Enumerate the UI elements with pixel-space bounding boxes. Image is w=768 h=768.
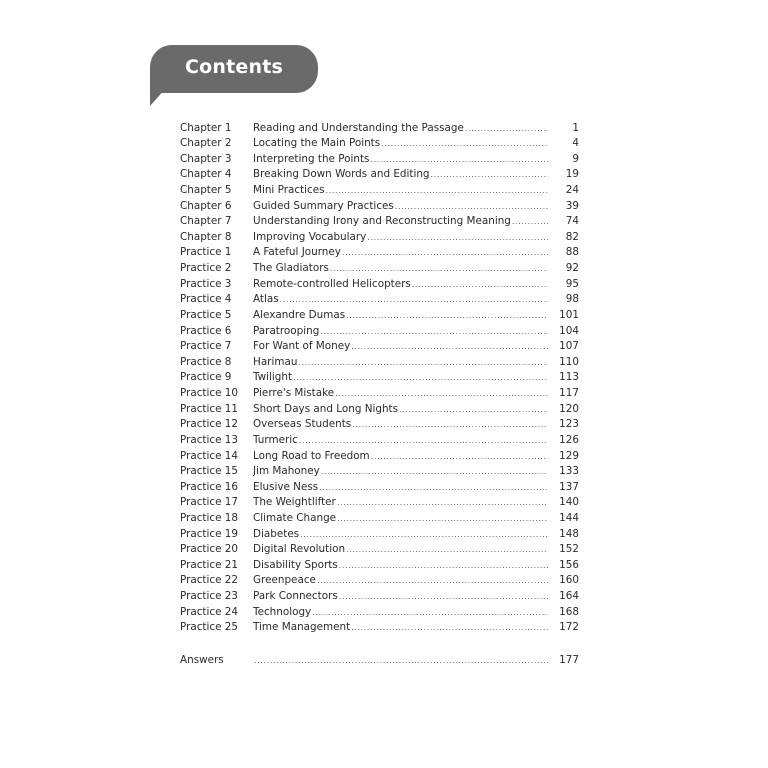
toc-row [0,495,768,511]
toc-label: Chapter 6 [180,199,232,212]
toc-title: Long Road to Freedom [253,449,370,462]
toc-row [0,433,768,449]
dot-leader [411,277,548,292]
toc-title: Paratrooping [253,324,320,337]
toc-label: Practice 11 [180,402,239,415]
dot-leader [318,480,548,495]
toc-row [0,480,768,496]
toc-title: Pierre's Mistake [253,387,335,400]
toc-label: Answers [180,653,224,666]
toc-entry [253,449,548,464]
toc-label: Practice 20 [180,543,239,556]
toc-entry [253,417,548,432]
toc-title: Overseas Students [253,418,352,431]
toc-label: Practice 16 [180,480,239,493]
toc-title: Short Days and Long Nights [253,402,399,415]
toc-label: Practice 1 [180,246,232,259]
dot-leader [345,308,548,323]
toc-title: Guided Summary Practices [253,199,394,212]
toc-page-number: 120 [559,402,579,415]
toc-entry [253,292,548,307]
dot-leader [380,136,548,151]
toc-page-number: 144 [559,512,579,524]
toc-entry [253,573,548,588]
toc-entry [253,121,548,136]
toc-label: Chapter 7 [180,215,232,228]
toc-title: Turmeric [253,433,298,446]
dot-leader [334,386,548,401]
toc-entry [253,167,548,182]
toc-title: Park Connectors [253,590,338,603]
toc-page-number: 74 [565,215,579,228]
toc-page-number: 129 [559,449,579,462]
toc-label: Practice 14 [180,449,239,462]
toc-page-number: 113 [559,371,579,384]
toc-row [0,214,768,230]
dot-leader [279,292,548,307]
toc-row [0,292,768,308]
toc-title: Time Management [253,621,351,634]
toc-label: Practice 4 [180,293,232,306]
page-title: Contents [184,56,283,78]
dot-leader [398,402,548,417]
toc-entry [253,527,548,542]
dot-leader [430,167,548,182]
toc-page-number: 152 [559,543,579,556]
toc-label: Chapter 5 [180,183,232,196]
dot-leader [319,324,548,339]
toc-row [0,542,768,558]
dot-leader [370,449,548,464]
toc-label: Chapter 2 [180,137,232,150]
toc-label: Chapter 1 [180,121,232,134]
dot-leader [253,653,548,668]
toc-page-number: 126 [559,433,579,446]
toc-label: Practice 19 [180,527,239,540]
toc-page-number: 148 [559,527,579,540]
toc-title: A Fateful Journey [253,246,341,259]
toc-entry [253,136,548,151]
toc-row [0,653,768,669]
toc-entry [253,183,548,198]
toc-page-number: 140 [559,496,579,509]
toc-entry [253,653,548,668]
toc-row [0,277,768,293]
toc-page-number: 98 [565,293,579,306]
dot-leader [464,121,548,136]
toc-page-number: 110 [559,355,579,368]
toc-title: Disability Sports [253,558,338,571]
toc-title: Diabetes [253,527,300,540]
toc-page-number: 82 [565,230,579,243]
toc-title: Harimau [253,355,298,368]
toc-row [0,558,768,574]
toc-row [0,605,768,621]
dot-leader [341,245,548,260]
toc-title: Interpreting the Points [253,152,370,165]
toc-label: Practice 10 [180,387,239,400]
toc-page-number: 1 [572,121,579,134]
toc-label: Practice 24 [180,605,239,618]
toc-entry [253,480,548,495]
toc-entry [253,245,548,260]
dot-leader [350,339,548,354]
toc-label: Practice 13 [180,433,239,446]
toc-page-number: 172 [559,621,579,634]
toc-entry [253,355,548,370]
toc-entry [253,308,548,323]
toc-entry [253,214,548,229]
dot-leader [366,230,548,245]
toc-title: Locating the Main Points [253,137,381,150]
toc-label: Chapter 8 [180,230,232,243]
toc-entry [253,605,548,620]
toc-row [0,339,768,355]
toc-page-number: 24 [565,183,579,196]
toc-row [0,620,768,636]
dot-leader [336,495,548,510]
toc-row [0,183,768,199]
toc-page-number: 101 [559,308,579,321]
dot-leader [351,417,548,432]
toc-page-number: 107 [559,340,579,353]
toc-label: Practice 12 [180,418,239,431]
toc-page-number: 88 [565,246,579,259]
toc-row [0,589,768,605]
toc-page-number: 123 [559,418,579,431]
toc-entry [253,495,548,510]
dot-leader [325,183,548,198]
toc-page-number: 137 [559,480,579,493]
toc-entry [253,199,548,214]
toc-title: Remote-controlled Helicopters [253,277,411,290]
dot-leader [394,199,548,214]
dot-leader [298,433,548,448]
toc-row [0,136,768,152]
toc-row [0,121,768,137]
toc-label: Practice 5 [180,308,232,321]
toc-title: Elusive Ness [253,480,319,493]
toc-entry [253,339,548,354]
toc-page-number: 156 [559,558,579,571]
toc-label: Practice 25 [180,621,239,634]
dot-leader [336,511,548,526]
toc-entry [253,152,548,167]
toc-title: Technology [253,605,312,618]
toc-entry [253,433,548,448]
dot-leader [511,214,548,229]
toc-row [0,261,768,277]
toc-row [0,417,768,433]
toc-label: Chapter 4 [180,168,232,181]
dot-leader [316,573,548,588]
toc-title: Greenpeace [253,574,316,587]
dot-leader [311,605,548,620]
toc-row [0,355,768,371]
toc-label: Practice 2 [180,262,232,275]
toc-row [0,527,768,543]
toc-entry [253,558,548,573]
toc-row [0,449,768,465]
dot-leader [369,152,548,167]
toc-page-number: 92 [565,262,579,275]
toc-row [0,245,768,261]
toc-entry [253,542,548,557]
toc-title: Twilight [253,371,293,384]
toc-entry [253,277,548,292]
toc-title: Digital Revolution [253,543,346,556]
toc-title: For Want of Money [253,340,351,353]
toc-label: Practice 23 [180,590,239,603]
toc-page-number: 133 [559,465,579,478]
toc-entry [253,230,548,245]
toc-row [0,386,768,402]
toc-entry [253,620,548,635]
toc-title: The Weightlifter [253,496,336,509]
toc-entry [253,261,548,276]
toc-page-number: 117 [559,387,579,400]
toc-title: Alexandre Dumas [253,308,346,321]
toc-title: Breaking Down Words and Editing [253,168,430,181]
toc-title: Climate Change [253,512,337,524]
toc-title: Atlas [253,293,279,306]
toc-row [0,370,768,386]
toc-page-number: 177 [559,653,579,666]
toc-row [0,167,768,183]
toc-row [0,324,768,340]
toc-entry [253,324,548,339]
toc-page-number: 160 [559,574,579,587]
toc-label: Practice 7 [180,340,232,353]
toc-label: Practice 3 [180,277,232,290]
toc-page-number: 164 [559,590,579,603]
toc-label: Chapter 3 [180,152,232,165]
toc-label: Practice 8 [180,355,232,368]
toc-page-number: 4 [572,137,579,150]
toc-title: Mini Practices [253,183,325,196]
toc-label: Practice 22 [180,574,239,587]
toc-label: Practice 17 [180,496,239,509]
dot-leader [320,464,548,479]
toc-row [0,230,768,246]
dot-leader [338,589,548,604]
toc-row [0,199,768,215]
toc-page-number: 95 [565,277,579,290]
dot-leader [299,527,548,542]
toc-label: Practice 6 [180,324,232,337]
toc-entry [253,402,548,417]
toc-row [0,573,768,589]
toc-label: Practice 18 [180,512,239,524]
toc-title: Reading and Understanding the Passage [253,121,464,134]
toc-entry [253,511,548,526]
dot-leader [338,558,548,573]
toc-entry [253,370,548,385]
toc-page-number: 168 [559,605,579,618]
toc-entry [253,464,548,479]
toc-page-number: 19 [565,168,579,181]
toc-title: The Gladiators [253,262,329,275]
toc-page-number: 9 [572,152,579,165]
dot-leader [350,620,548,635]
toc-label: Practice 21 [180,558,239,571]
toc-page-number: 39 [565,199,579,212]
toc-title: Jim Mahoney [253,465,320,478]
toc-row [0,464,768,480]
dot-leader [345,542,548,557]
toc-title: Understanding Irony and Reconstructing Meaning [253,215,511,228]
toc-entry [253,386,548,401]
toc-row [0,308,768,324]
toc-page-number: 104 [559,324,579,337]
dot-leader [329,261,548,276]
dot-leader [292,370,548,385]
toc-label: Practice 9 [180,371,232,384]
toc-row [0,511,768,527]
toc-title: Improving Vocabulary [253,230,367,243]
toc-row [0,402,768,418]
toc-entry [253,589,548,604]
toc-label: Practice 15 [180,465,239,478]
toc-row [0,152,768,168]
dot-leader [297,355,548,370]
